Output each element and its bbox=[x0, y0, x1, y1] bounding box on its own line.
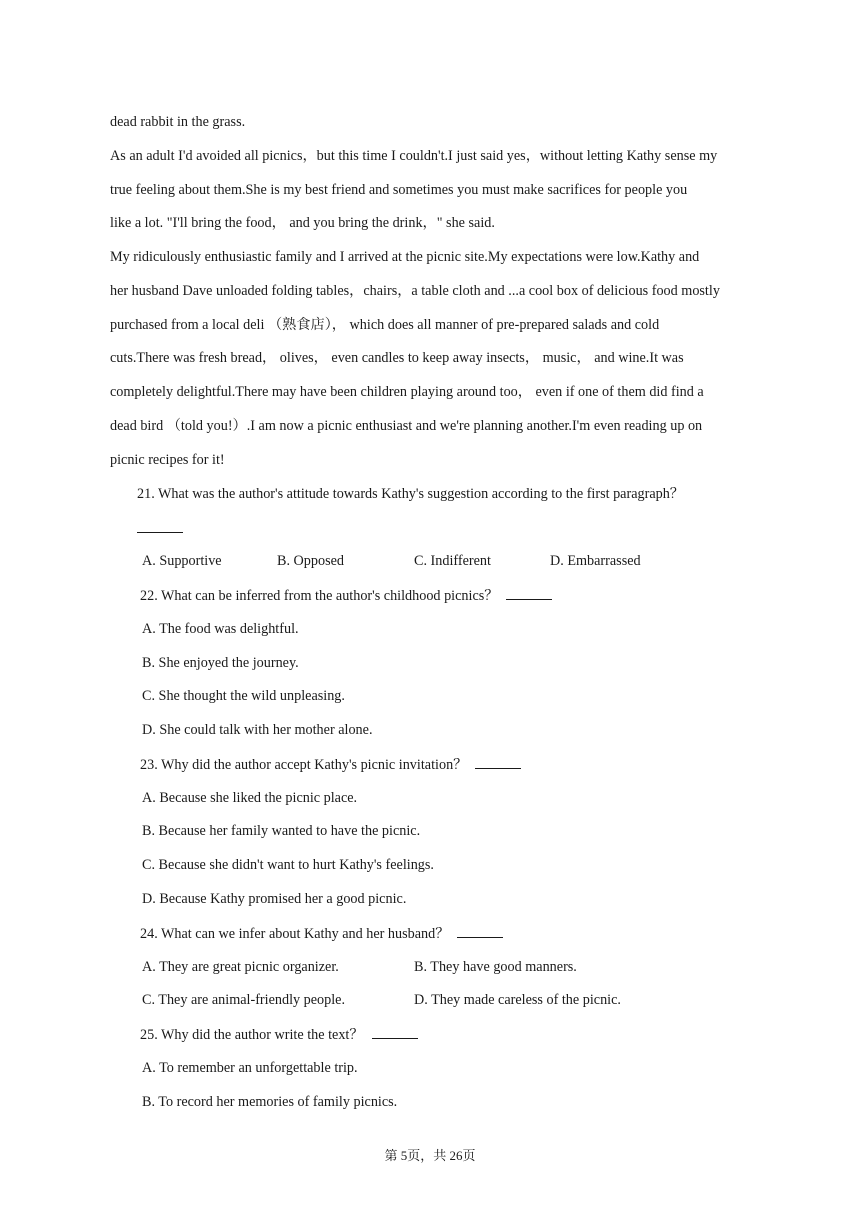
passage-line: dead bird （told you!）.I am now a picnic enthusiast and we're planning another.I'm even reading up on bbox=[110, 418, 703, 434]
answer-blank-22[interactable] bbox=[506, 585, 552, 600]
q23-option-b[interactable]: B. Because her family wanted to have the picnic. bbox=[142, 823, 421, 839]
passage-line: true feeling about them.She is my best friend and sometimes you must make sacrifices for people you bbox=[110, 182, 688, 198]
q24-option-a[interactable]: A. They are great picnic organizer. bbox=[142, 959, 339, 975]
q21-option-c[interactable]: C. Indifferent bbox=[414, 553, 491, 569]
q21-option-a[interactable]: A. Supportive bbox=[142, 553, 222, 569]
passage-line: cuts.There was fresh bread， olives， even candles to keep away insects， music， and wine.It was bbox=[110, 350, 684, 366]
passage-line: picnic recipes for it! bbox=[110, 452, 225, 468]
question-23-stem: 23. Why did the author accept Kathy's picnic invitation？ bbox=[140, 754, 521, 775]
q21-option-d[interactable]: D. Embarrassed bbox=[550, 553, 641, 569]
q22-option-d[interactable]: D. She could talk with her mother alone. bbox=[142, 722, 373, 738]
q22-option-c[interactable]: C. She thought the wild unpleasing. bbox=[142, 688, 345, 704]
q25-option-b[interactable]: B. To record her memories of family picnics. bbox=[142, 1094, 398, 1110]
q22-option-b[interactable]: B. She enjoyed the journey. bbox=[142, 655, 299, 671]
answer-blank-23[interactable] bbox=[475, 754, 521, 769]
passage-line: like a lot. "I'll bring the food， and you bring the drink，" she said. bbox=[110, 215, 495, 231]
answer-blank-24[interactable] bbox=[457, 923, 503, 938]
answer-blank-25[interactable] bbox=[372, 1024, 418, 1039]
page-footer: 第 5页，共 26页 bbox=[384, 1148, 476, 1163]
question-21-stem: 21. What was the author's attitude towards Kathy's suggestion according to the first paragraph？ bbox=[137, 486, 684, 502]
passage-line: As an adult I'd avoided all picnics，but this time I couldn't.I just said yes，without letting Kathy sense my bbox=[110, 148, 718, 164]
q23-option-c[interactable]: C. Because she didn't want to hurt Kathy's feelings. bbox=[142, 857, 434, 873]
q24-option-d[interactable]: D. They made careless of the picnic. bbox=[414, 992, 621, 1008]
q23-option-d[interactable]: D. Because Kathy promised her a good picnic. bbox=[142, 891, 407, 907]
question-25-stem: 25. Why did the author write the text？ bbox=[140, 1024, 418, 1045]
q22-option-a[interactable]: A. The food was delightful. bbox=[142, 621, 299, 637]
passage-line: purchased from a local deli （熟食店）， which does all manner of pre-prepared salads and cold bbox=[110, 317, 660, 333]
q23-option-a[interactable]: A. Because she liked the picnic place. bbox=[142, 790, 358, 806]
question-24-stem: 24. What can we infer about Kathy and her husband？ bbox=[140, 923, 503, 944]
q25-option-a[interactable]: A. To remember an unforgettable trip. bbox=[142, 1060, 358, 1076]
answer-blank-21[interactable] bbox=[137, 518, 183, 539]
passage-line: dead rabbit in the grass. bbox=[110, 114, 246, 130]
passage-line: completely delightful.There may have been children playing around too， even if one of them did find a bbox=[110, 384, 704, 400]
q24-option-c[interactable]: C. They are animal-friendly people. bbox=[142, 992, 346, 1008]
passage-line: her husband Dave unloaded folding tables，chairs，a table cloth and ...a cool box of delicious food mostly bbox=[110, 283, 720, 299]
q21-option-b[interactable]: B. Opposed bbox=[277, 553, 344, 569]
question-22-stem: 22. What can be inferred from the author's childhood picnics？ bbox=[140, 585, 552, 606]
passage-line: My ridiculously enthusiastic family and I arrived at the picnic site.My expectations were low.Kathy and bbox=[110, 249, 700, 265]
q24-option-b[interactable]: B. They have good manners. bbox=[414, 959, 577, 975]
